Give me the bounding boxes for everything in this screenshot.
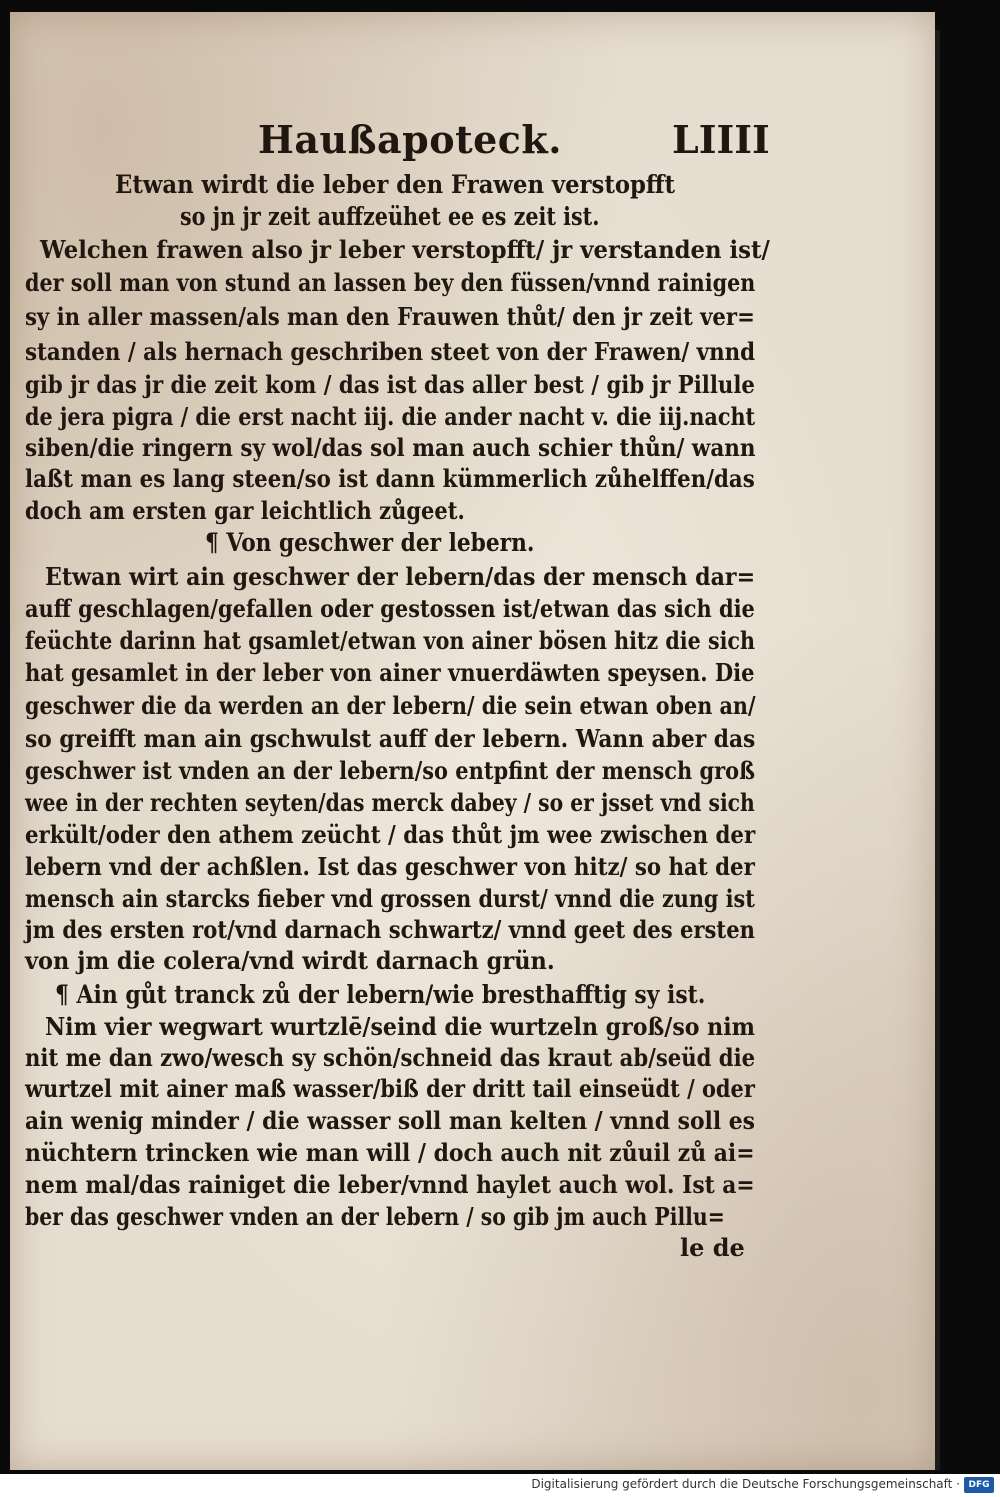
footer-credit: Digitalisierung gefördert durch die Deutsche Forschungsgemeinschaft · xyxy=(531,1477,960,1491)
text-line: Welchen frawen also jr leber verstopfft/ jr verstanden ist/ xyxy=(40,235,770,264)
text-line: hat gesamlet in der leber von ainer vnuerdäwten speysen. Die xyxy=(25,658,755,687)
section-heading: so jn jr zeit auffzeühet ee es zeit ist. xyxy=(180,202,600,231)
text-line: siben/die ringern sy wol/das sol man auch schier thůn/ wann xyxy=(25,433,756,462)
text-line: laßt man es lang steen/so ist dann kümmerlich zůhelffen/das xyxy=(25,464,755,493)
text-line: ber das geschwer vnden an der lebern / so gib jm auch Pillu= xyxy=(25,1202,725,1231)
text-line: nem mal/das rainiget die leber/vnnd haylet auch wol. Ist a= xyxy=(25,1170,755,1199)
section-heading: Etwan wirdt die leber den Frawen verstopfft xyxy=(115,170,676,199)
text-line: feüchte darinn hat gsamlet/etwan von ainer bösen hitz die sich xyxy=(25,626,755,655)
text-line: geschwer die da werden an der lebern/ die sein etwan oben an/ xyxy=(25,691,756,720)
text-line: de jera pigra / die erst nacht iij. die ander nacht v. die iij.nacht xyxy=(25,402,756,431)
footer-bar xyxy=(0,1474,1000,1497)
folio-number: LIIII xyxy=(672,117,770,162)
text-line: auff geschlagen/gefallen oder gestossen ist/etwan das sich die xyxy=(25,594,755,623)
section-heading: ¶ Von geschwer der lebern. xyxy=(205,528,535,557)
text-line: sy in aller massen/als man den Frauwen thůt/ den jr zeit ver= xyxy=(25,302,755,331)
text-line: wee in der rechten seyten/das merck dabey / so er jsset vnd sich xyxy=(25,788,755,817)
text-line: standen / als hernach geschriben steet von der Frawen/ vnnd xyxy=(25,337,756,366)
text-line: mensch ain starcks fieber vnd grossen durst/ vnnd die zung ist xyxy=(25,884,755,913)
section-heading: ¶ Ain gůt tranck zů der lebern/wie bresthafftig sy ist. xyxy=(55,980,706,1009)
text-line: ain wenig minder / die wasser soll man kelten / vnnd soll es xyxy=(25,1106,755,1135)
text-line: Etwan wirt ain geschwer der lebern/das der mensch dar= xyxy=(45,562,756,591)
page-edge xyxy=(935,30,940,1470)
text-line: doch am ersten gar leichtlich zůgeet. xyxy=(25,496,465,525)
dfg-logo: DFG xyxy=(964,1477,994,1493)
catchword: le de xyxy=(680,1233,745,1262)
text-line: nüchtern trincken wie man will / doch auch nit zůuil zů ai= xyxy=(25,1138,755,1167)
text-line: wurtzel mit ainer maß wasser/biß der dritt tail einseüdt / oder xyxy=(25,1074,755,1103)
text-line: lebern vnd der achßlen. Ist das geschwer von hitz/ so hat der xyxy=(25,852,755,881)
text-line: der soll man von stund an lassen bey den füssen/vnnd rainigen xyxy=(25,268,756,297)
text-line: erkült/oder den athem zeücht / das thůt jm wee zwischen der xyxy=(25,820,756,849)
text-line: gib jr das jr die zeit kom / das ist das aller best / gib jr Pillule xyxy=(25,370,755,399)
running-header-title: Haußapoteck. xyxy=(258,117,562,162)
text-line: von jm die colera/vnd wirdt darnach grün. xyxy=(25,946,555,975)
text-line: so greifft man ain gschwulst auff der lebern. Wann aber das xyxy=(25,724,756,753)
text-line: Nim vier wegwart wurtzlē/seind die wurtzeln groß/so nim xyxy=(45,1012,755,1041)
text-line: jm des ersten rot/vnd darnach schwartz/ vnnd geet des ersten xyxy=(25,915,755,944)
text-line: geschwer ist vnden an der lebern/so entpfint der mensch groß xyxy=(25,756,755,785)
text-line: nit me dan zwo/wesch sy schön/schneid das kraut ab/seüd die xyxy=(25,1043,756,1072)
